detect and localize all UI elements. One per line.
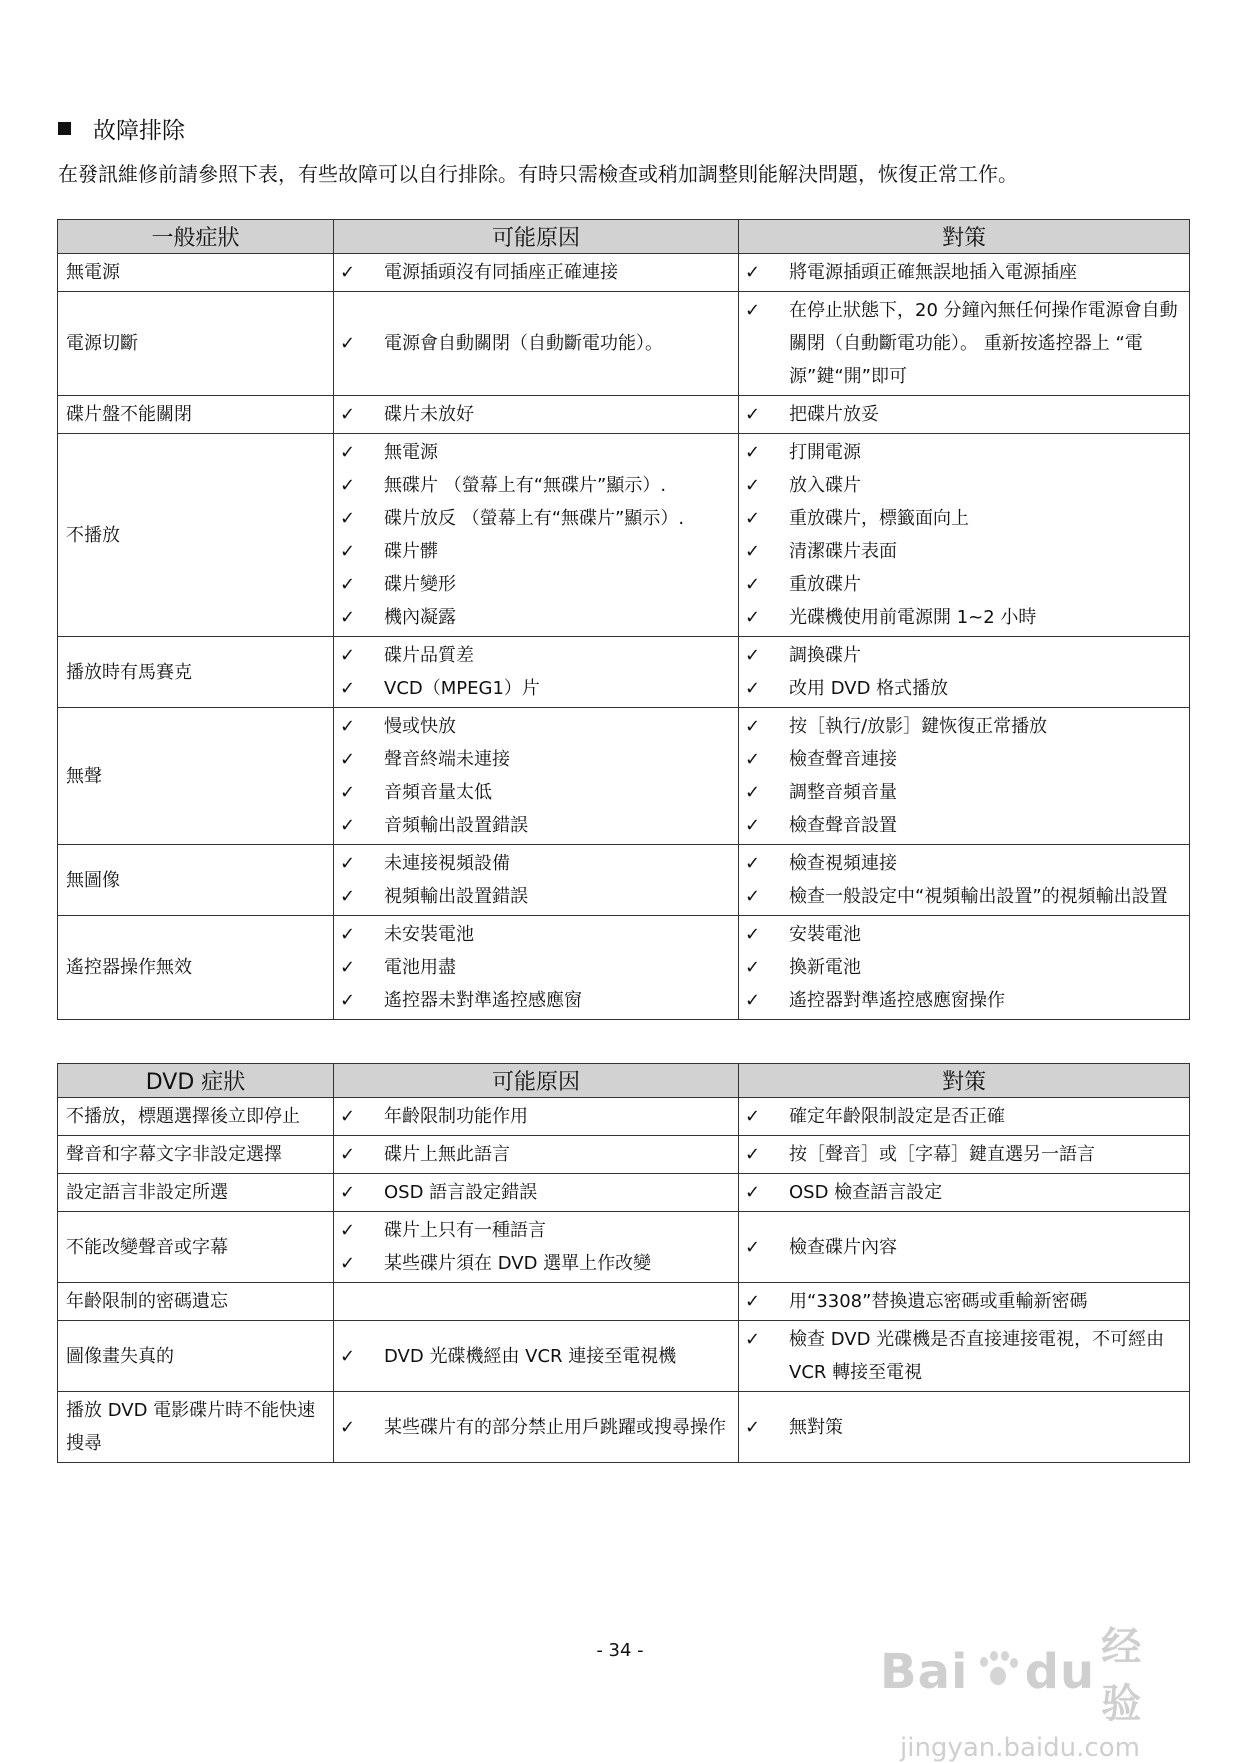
solution-text: 換新電池 <box>789 957 861 978</box>
cause-text: 電池用盡 <box>384 957 456 978</box>
solution-item <box>745 436 1183 469</box>
solution-text: 用“3308”替換遺忘密碼或重輸新密碼 <box>789 1291 1088 1312</box>
cause-text: 某些碟片有的部分禁止用戶跳躍或搜尋操作 <box>384 1416 726 1438</box>
cause-cell <box>334 1392 739 1463</box>
solution-item <box>745 1323 1183 1389</box>
checkmark-icon: ✓ <box>340 886 356 907</box>
checkmark-icon: ✓ <box>745 716 761 737</box>
cause-text: 電源插頭沒有同插座正確連接 <box>384 262 618 283</box>
cause-item <box>340 1100 732 1133</box>
solution-text: 遙控器對準遙控感應窗操作 <box>789 990 1005 1011</box>
cause-text: 無碟片 （螢幕上有“無碟片”顯示）. <box>384 475 667 496</box>
header-cause: 可能原因 <box>334 220 739 254</box>
checkmark-icon: ✓ <box>340 749 356 770</box>
symptom-cell: 不播放，標題選擇後立即停止 <box>58 1098 334 1136</box>
symptom-cell: 不播放 <box>58 434 334 637</box>
watermark-url: jingyan.baidu.com <box>900 1733 1140 1763</box>
checkmark-icon: ✓ <box>745 442 761 463</box>
table-row <box>58 292 1190 396</box>
solution-text: 將電源插頭正確無誤地插入電源插座 <box>789 262 1077 283</box>
cause-text: 碟片放反 （螢幕上有“無碟片”顯示）. <box>384 508 685 529</box>
cause-item <box>340 743 732 776</box>
cause-item <box>340 776 732 809</box>
checkmark-icon: ✓ <box>340 1144 356 1165</box>
cause-cell <box>334 1098 739 1136</box>
section-heading <box>58 112 185 145</box>
checkmark-icon: ✓ <box>340 1220 356 1241</box>
cause-text: 碟片上無此語言 <box>384 1144 510 1165</box>
square-bullet-icon <box>58 122 71 135</box>
solution-item <box>745 639 1183 672</box>
solution-item <box>745 710 1183 743</box>
cause-cell <box>334 1283 739 1321</box>
solution-text: 檢查碟片內容 <box>789 1236 897 1258</box>
solution-text: 檢查聲音連接 <box>789 749 897 770</box>
solution-text: 調整音頻音量 <box>789 782 897 803</box>
solution-item <box>745 1411 1183 1444</box>
solution-item <box>745 256 1183 289</box>
checkmark-icon: ✓ <box>340 607 356 628</box>
checkmark-icon: ✓ <box>745 1236 761 1258</box>
table-row <box>58 396 1190 434</box>
checkmark-icon: ✓ <box>340 1106 356 1127</box>
symptom-cell: 碟片盤不能關閉 <box>58 396 334 434</box>
solution-item <box>745 601 1183 634</box>
checkmark-icon: ✓ <box>340 475 356 496</box>
cause-item <box>340 1176 732 1209</box>
checkmark-icon: ✓ <box>745 1329 761 1350</box>
cause-text: 碟片髒 <box>384 541 438 562</box>
cause-item <box>340 1411 732 1444</box>
solution-cell <box>739 1174 1190 1212</box>
solution-item <box>745 880 1183 913</box>
checkmark-icon: ✓ <box>745 749 761 770</box>
checkmark-icon: ✓ <box>340 1416 356 1438</box>
checkmark-icon: ✓ <box>340 333 356 354</box>
checkmark-icon: ✓ <box>745 508 761 529</box>
solution-cell <box>739 1321 1190 1392</box>
solution-cell <box>739 1392 1190 1463</box>
solution-cell <box>739 845 1190 916</box>
cause-text: 碟片未放好 <box>384 404 474 425</box>
solution-text: 按［聲音］或［字幕］鍵直選另一語言 <box>789 1144 1095 1165</box>
cause-item <box>340 1138 732 1171</box>
table-row <box>58 845 1190 916</box>
symptom-cell: 無聲 <box>58 708 334 845</box>
solution-cell <box>739 1283 1190 1321</box>
dvd-troubleshooting-table <box>57 1063 1190 1463</box>
solution-item <box>745 1231 1183 1264</box>
cause-cell <box>334 1321 739 1392</box>
solution-text: 在停止狀態下，20 分鐘內無任何操作電源會自動關閉（自動斷電功能）。 重新按遙控器上 “電源”鍵“開”即可 <box>789 300 1178 387</box>
solution-text: 按［執行/放影］鍵恢復正常播放 <box>789 716 1048 737</box>
table-row <box>58 1392 1190 1463</box>
baidu-jingyan-watermark <box>880 1615 1180 1763</box>
symptom-cell: 遙控器操作無效 <box>58 916 334 1020</box>
solution-item <box>745 951 1183 984</box>
cause-cell <box>334 845 739 916</box>
cause-text: 慢或快放 <box>384 716 456 737</box>
solution-text: 確定年齡限制設定是否正確 <box>789 1106 1005 1127</box>
checkmark-icon: ✓ <box>340 508 356 529</box>
solution-cell <box>739 708 1190 845</box>
solution-cell <box>739 1098 1190 1136</box>
header-symptom: 一般症狀 <box>58 220 334 254</box>
cause-item <box>340 256 732 289</box>
cause-item <box>340 1247 732 1280</box>
cause-cell <box>334 434 739 637</box>
solution-text: 檢查 DVD 光碟機是否直接連接電視，不可經由 VCR 轉接至電視 <box>789 1329 1165 1383</box>
solution-cell <box>739 254 1190 292</box>
solution-cell <box>739 637 1190 708</box>
table-row <box>58 1174 1190 1212</box>
solution-item <box>745 984 1183 1017</box>
cause-item <box>340 951 732 984</box>
solution-text: 打開電源 <box>789 442 861 463</box>
solution-text: OSD 檢查語言設定 <box>789 1182 943 1203</box>
solution-cell <box>739 434 1190 637</box>
cause-text: 未安裝電池 <box>384 924 474 945</box>
checkmark-icon: ✓ <box>745 990 761 1011</box>
cause-text: 無電源 <box>384 442 438 463</box>
cause-text: 電源會自動關閉（自動斷電功能）。 <box>384 333 663 354</box>
table-row <box>58 1212 1190 1283</box>
cause-text: 碟片品質差 <box>384 645 474 666</box>
watermark-brand: Bai <box>880 1644 969 1700</box>
cause-cell <box>334 396 739 434</box>
solution-text: 檢查視頻連接 <box>789 853 897 874</box>
header-solution: 對策 <box>739 220 1190 254</box>
solution-text: 放入碟片 <box>789 475 861 496</box>
cause-item <box>340 398 732 431</box>
symptom-cell: 年齡限制的密碼遺忘 <box>58 1283 334 1321</box>
checkmark-icon: ✓ <box>745 886 761 907</box>
solution-text: 檢查聲音設置 <box>789 815 897 836</box>
table-row <box>58 1283 1190 1321</box>
header-solution: 對策 <box>739 1064 1190 1098</box>
solution-text: 把碟片放妥 <box>789 404 879 425</box>
cause-text: 聲音終端未連接 <box>384 749 510 770</box>
checkmark-icon: ✓ <box>340 853 356 874</box>
checkmark-icon: ✓ <box>340 782 356 803</box>
table-header-row <box>58 220 1190 254</box>
checkmark-icon: ✓ <box>745 645 761 666</box>
solution-text: 檢查一般設定中“視頻輸出設置”的視頻輸出設置 <box>789 886 1168 907</box>
checkmark-icon: ✓ <box>745 924 761 945</box>
cause-text: 碟片變形 <box>384 574 456 595</box>
cause-item <box>340 436 732 469</box>
checkmark-icon: ✓ <box>340 1253 356 1274</box>
solution-text: 光碟機使用前電源開 1~2 小時 <box>789 607 1037 628</box>
cause-cell <box>334 292 739 396</box>
cause-item <box>340 639 732 672</box>
symptom-cell: 不能改變聲音或字幕 <box>58 1212 334 1283</box>
solution-item <box>745 398 1183 431</box>
checkmark-icon: ✓ <box>745 300 761 321</box>
watermark-brand-2: du <box>1024 1644 1096 1700</box>
page-number: - 34 - <box>596 1640 644 1661</box>
table-row <box>58 708 1190 845</box>
table-row <box>58 916 1190 1020</box>
section-title: 故障排除 <box>93 118 185 144</box>
solution-text: 安裝電池 <box>789 924 861 945</box>
cause-item <box>340 880 732 913</box>
symptom-cell: 無圖像 <box>58 845 334 916</box>
checkmark-icon: ✓ <box>340 645 356 666</box>
cause-cell <box>334 1136 739 1174</box>
checkmark-icon: ✓ <box>340 442 356 463</box>
symptom-cell: 電源切斷 <box>58 292 334 396</box>
table-row <box>58 1136 1190 1174</box>
table-row <box>58 254 1190 292</box>
solution-text: 改用 DVD 格式播放 <box>789 678 949 699</box>
cause-text: 遙控器未對準遙控感應窗 <box>384 990 582 1011</box>
symptom-cell: 播放時有馬賽克 <box>58 637 334 708</box>
cause-text: VCD（MPEG1）片 <box>384 678 540 699</box>
checkmark-icon: ✓ <box>340 678 356 699</box>
cause-item <box>340 535 732 568</box>
cause-item <box>340 984 732 1017</box>
checkmark-icon: ✓ <box>340 574 356 595</box>
solution-item <box>745 1100 1183 1133</box>
solution-item <box>745 469 1183 502</box>
checkmark-icon: ✓ <box>340 541 356 562</box>
checkmark-icon: ✓ <box>745 1182 761 1203</box>
checkmark-icon: ✓ <box>745 815 761 836</box>
header-symptom: DVD 症狀 <box>58 1064 334 1098</box>
solution-text: 無對策 <box>789 1416 843 1438</box>
checkmark-icon: ✓ <box>340 990 356 1011</box>
solution-item <box>745 672 1183 705</box>
table-header-row <box>58 1064 1190 1098</box>
cause-text: DVD 光碟機經由 VCR 連接至電視機 <box>384 1345 677 1367</box>
cause-cell <box>334 916 739 1020</box>
general-troubleshooting-table <box>57 219 1190 1020</box>
cause-cell <box>334 708 739 845</box>
checkmark-icon: ✓ <box>745 574 761 595</box>
table-row <box>58 637 1190 708</box>
checkmark-icon: ✓ <box>745 1144 761 1165</box>
cause-text: 未連接視頻設備 <box>384 853 510 874</box>
checkmark-icon: ✓ <box>745 475 761 496</box>
cause-item <box>340 918 732 951</box>
solution-item <box>745 743 1183 776</box>
table-row <box>58 1098 1190 1136</box>
solution-cell <box>739 1136 1190 1174</box>
checkmark-icon: ✓ <box>745 404 761 425</box>
solution-text: 調換碟片 <box>789 645 861 666</box>
cause-text: 年齡限制功能作用 <box>384 1106 528 1127</box>
cause-item <box>340 568 732 601</box>
checkmark-icon: ✓ <box>340 262 356 283</box>
checkmark-icon: ✓ <box>745 678 761 699</box>
checkmark-icon: ✓ <box>745 541 761 562</box>
checkmark-icon: ✓ <box>340 957 356 978</box>
symptom-cell: 無電源 <box>58 254 334 292</box>
solution-cell <box>739 1212 1190 1283</box>
cause-text: 視頻輸出設置錯誤 <box>384 886 528 907</box>
cause-text: 機內凝露 <box>384 607 456 628</box>
solution-cell <box>739 916 1190 1020</box>
cause-cell <box>334 1174 739 1212</box>
solution-cell <box>739 396 1190 434</box>
checkmark-icon: ✓ <box>745 853 761 874</box>
cause-item <box>340 1340 732 1373</box>
cause-text: 音頻音量太低 <box>384 782 492 803</box>
solution-text: 重放碟片 <box>789 574 861 595</box>
cause-item <box>340 672 732 705</box>
cause-item <box>340 327 732 360</box>
paw-icon <box>974 1649 1018 1695</box>
cause-item <box>340 601 732 634</box>
table-row <box>58 434 1190 637</box>
cause-item <box>340 1214 732 1247</box>
checkmark-icon: ✓ <box>745 1106 761 1127</box>
checkmark-icon: ✓ <box>745 957 761 978</box>
checkmark-icon: ✓ <box>745 1416 761 1438</box>
cause-text: 碟片上只有一種語言 <box>384 1220 546 1241</box>
checkmark-icon: ✓ <box>340 1182 356 1203</box>
solution-item <box>745 568 1183 601</box>
checkmark-icon: ✓ <box>340 815 356 836</box>
cause-item <box>340 710 732 743</box>
checkmark-icon: ✓ <box>340 716 356 737</box>
cause-cell <box>334 637 739 708</box>
intro-paragraph: 在發訊維修前請參照下表，有些故障可以自行排除。有時只需檢查或稍加調整則能解決問題，恢復正常工作。 <box>58 162 1018 186</box>
solution-item <box>745 809 1183 842</box>
checkmark-icon: ✓ <box>745 607 761 628</box>
checkmark-icon: ✓ <box>340 1345 356 1367</box>
header-cause: 可能原因 <box>334 1064 739 1098</box>
solution-text: 重放碟片，標籤面向上 <box>789 508 969 529</box>
solution-item <box>745 1138 1183 1171</box>
solution-item <box>745 847 1183 880</box>
table-row <box>58 1321 1190 1392</box>
symptom-cell: 設定語言非設定所選 <box>58 1174 334 1212</box>
checkmark-icon: ✓ <box>745 782 761 803</box>
solution-item <box>745 1285 1183 1318</box>
solution-item <box>745 502 1183 535</box>
cause-text: 某些碟片須在 DVD 選單上作改變 <box>384 1253 652 1274</box>
solution-item <box>745 918 1183 951</box>
cause-text: 音頻輸出設置錯誤 <box>384 815 528 836</box>
cause-item <box>340 502 732 535</box>
solution-item <box>745 294 1183 393</box>
solution-item <box>745 1176 1183 1209</box>
checkmark-icon: ✓ <box>745 262 761 283</box>
watermark-jingyan: 经验 <box>1101 1624 1143 1727</box>
solution-text: 清潔碟片表面 <box>789 541 897 562</box>
symptom-cell: 圖像畫失真的 <box>58 1321 334 1392</box>
cause-text: OSD 語言設定錯誤 <box>384 1182 538 1203</box>
solution-cell <box>739 292 1190 396</box>
symptom-cell: 播放 DVD 電影碟片時不能快速搜尋 <box>58 1392 334 1463</box>
solution-item <box>745 776 1183 809</box>
cause-item <box>340 809 732 842</box>
solution-item <box>745 535 1183 568</box>
checkmark-icon: ✓ <box>745 1291 761 1312</box>
cause-item <box>340 847 732 880</box>
checkmark-icon: ✓ <box>340 404 356 425</box>
cause-cell <box>334 254 739 292</box>
symptom-cell: 聲音和字幕文字非設定選擇 <box>58 1136 334 1174</box>
cause-cell <box>334 1212 739 1283</box>
checkmark-icon: ✓ <box>340 924 356 945</box>
cause-item <box>340 469 732 502</box>
